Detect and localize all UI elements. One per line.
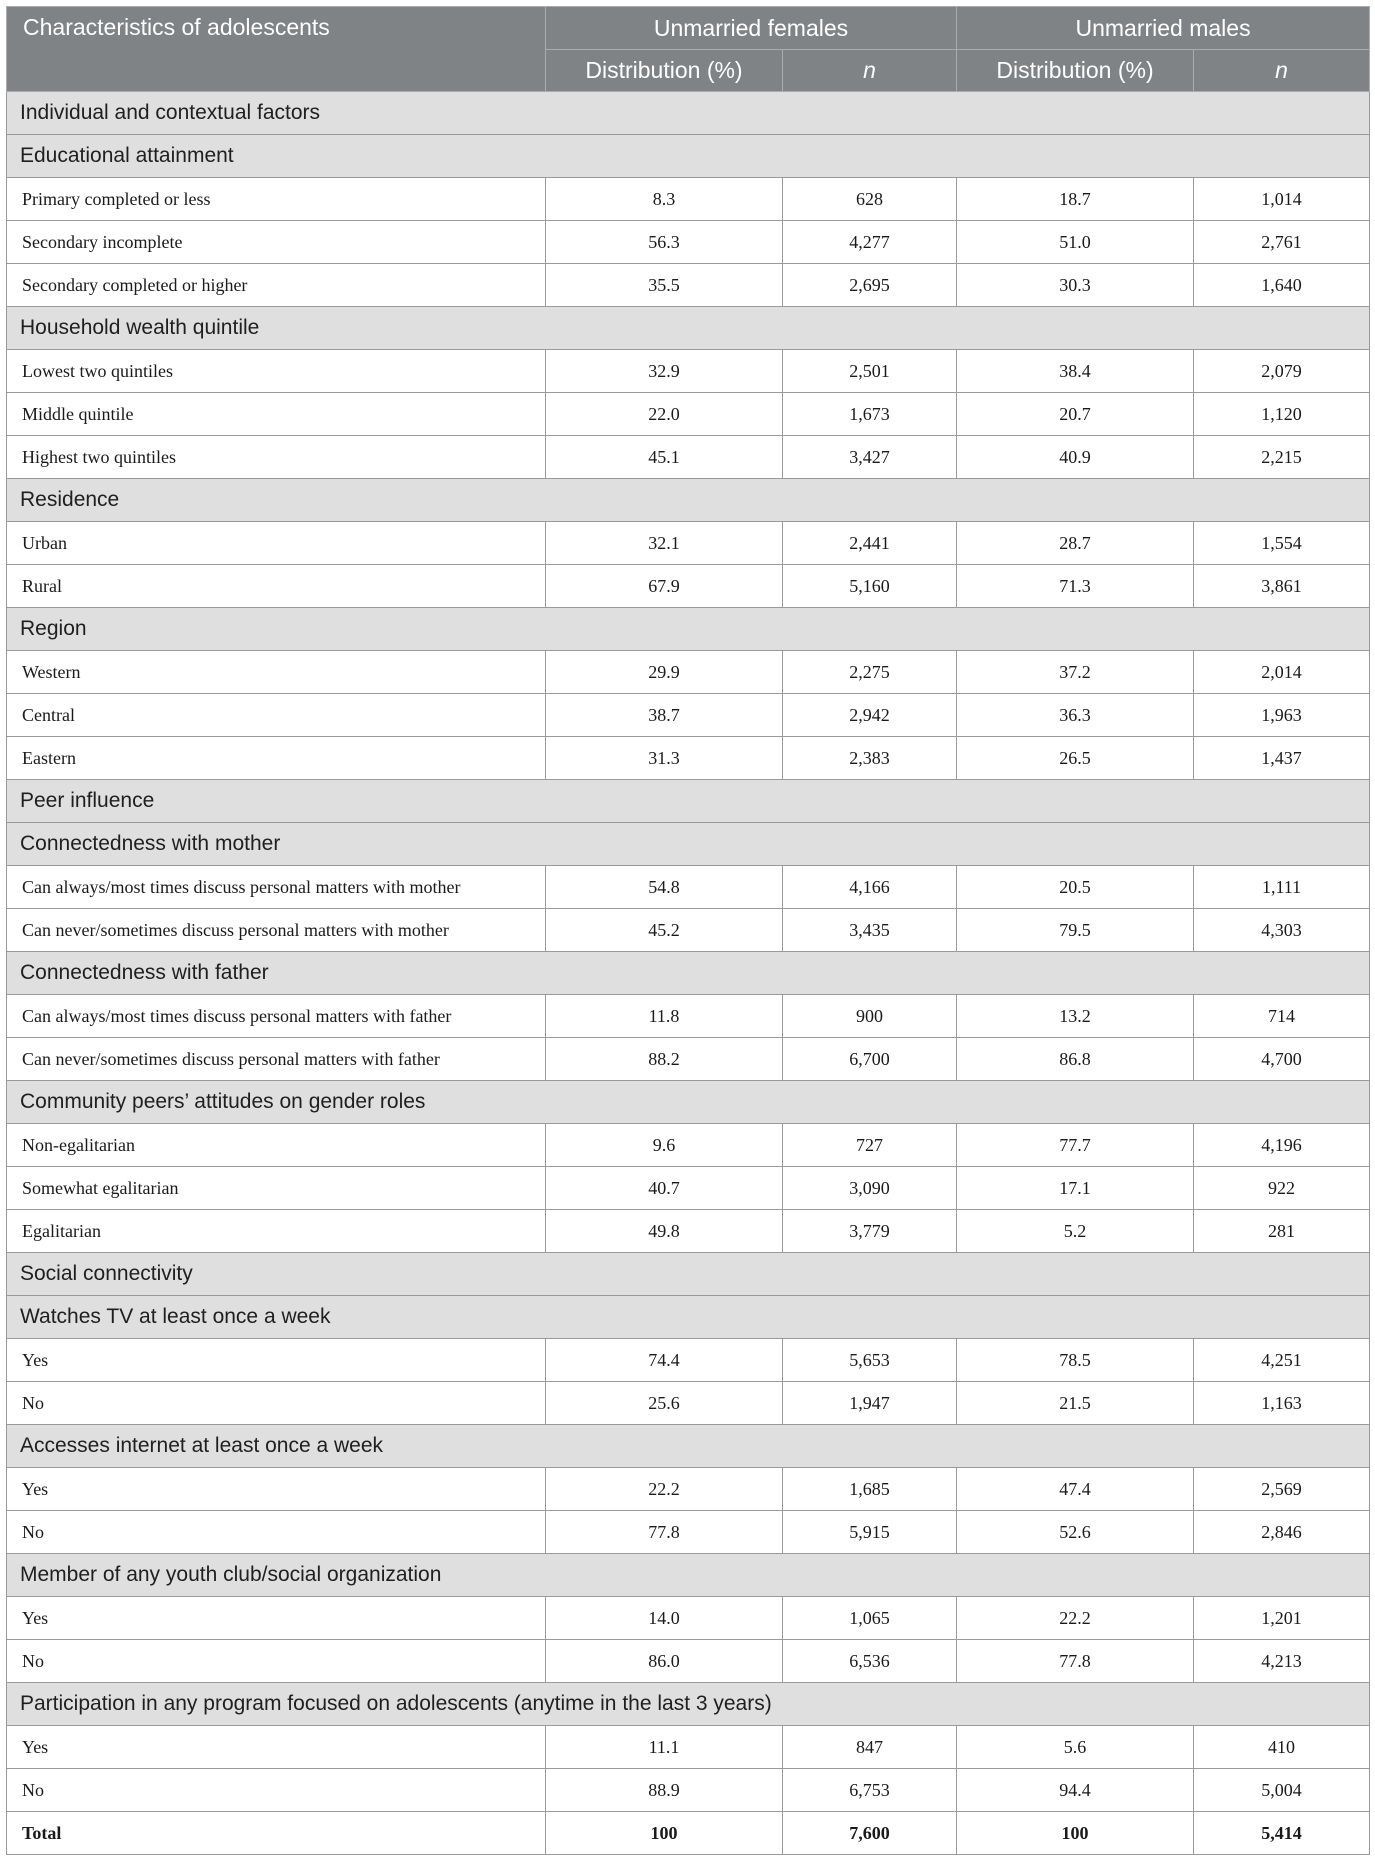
male-distribution-cell: 38.4: [957, 350, 1194, 393]
male-n-cell: 2,215: [1194, 436, 1370, 479]
female-distribution-cell: 35.5: [546, 264, 783, 307]
male-distribution-cell: 79.5: [957, 909, 1194, 952]
subsection-title: Educational attainment: [7, 135, 1370, 178]
female-distribution-cell: 88.2: [546, 1038, 783, 1081]
male-n-cell: 1,554: [1194, 522, 1370, 565]
subsection-header-row: [7, 479, 1370, 522]
male-n-cell: 4,700: [1194, 1038, 1370, 1081]
table-row: [7, 1167, 1370, 1210]
subsection-title: Member of any youth club/social organization: [7, 1554, 1370, 1597]
male-n-cell: 1,640: [1194, 264, 1370, 307]
section-header-row: [7, 780, 1370, 823]
male-distribution-cell: 26.5: [957, 737, 1194, 780]
female-distribution-cell: 45.2: [546, 909, 783, 952]
female-n-cell: 2,441: [783, 522, 957, 565]
female-distribution-cell: 77.8: [546, 1511, 783, 1554]
male-distribution-cell: 77.8: [957, 1640, 1194, 1683]
subsection-header-row: [7, 952, 1370, 995]
table-body: [7, 92, 1370, 1812]
table-row: [7, 909, 1370, 952]
table-row: [7, 1339, 1370, 1382]
characteristics-table: [6, 6, 1370, 1855]
female-n-cell: 900: [783, 995, 957, 1038]
female-distribution-cell: 31.3: [546, 737, 783, 780]
table-row: [7, 1769, 1370, 1812]
row-label: Yes: [7, 1597, 546, 1640]
male-n-cell: 4,303: [1194, 909, 1370, 952]
female-n-cell: 2,501: [783, 350, 957, 393]
total-row: [7, 1812, 1370, 1855]
table-row: [7, 350, 1370, 393]
subsection-header-row: [7, 823, 1370, 866]
section-header-row: [7, 1253, 1370, 1296]
male-n-cell: 2,079: [1194, 350, 1370, 393]
subsection-title: Connectedness with mother: [7, 823, 1370, 866]
female-distribution-cell: 22.0: [546, 393, 783, 436]
male-n-cell: 281: [1194, 1210, 1370, 1253]
row-label: Egalitarian: [7, 1210, 546, 1253]
male-distribution-cell: 52.6: [957, 1511, 1194, 1554]
table-row: [7, 436, 1370, 479]
male-distribution-cell: 86.8: [957, 1038, 1194, 1081]
row-label: No: [7, 1640, 546, 1683]
table-row: [7, 694, 1370, 737]
table-row: [7, 1382, 1370, 1425]
male-n-cell: 4,251: [1194, 1339, 1370, 1382]
female-n-cell: 1,685: [783, 1468, 957, 1511]
subsection-title: Connectedness with father: [7, 952, 1370, 995]
subsection-title: Participation in any program focused on adolescents (anytime in the last 3 years): [7, 1683, 1370, 1726]
male-distribution-cell: 5.2: [957, 1210, 1194, 1253]
table-row: [7, 522, 1370, 565]
male-distribution-cell: 71.3: [957, 565, 1194, 608]
female-n-cell: 1,673: [783, 393, 957, 436]
section-title: Social connectivity: [7, 1253, 1370, 1296]
female-distribution-cell: 86.0: [546, 1640, 783, 1683]
female-distribution-cell: 29.9: [546, 651, 783, 694]
subsection-header-row: [7, 1683, 1370, 1726]
section-title: Peer influence: [7, 780, 1370, 823]
table-row: [7, 1640, 1370, 1683]
subsection-title: Residence: [7, 479, 1370, 522]
row-label: No: [7, 1769, 546, 1812]
table-row: [7, 221, 1370, 264]
female-n-cell: 2,383: [783, 737, 957, 780]
female-n-cell: 3,779: [783, 1210, 957, 1253]
female-n-cell: 2,942: [783, 694, 957, 737]
male-distribution-cell: 94.4: [957, 1769, 1194, 1812]
total-female-pct: 100: [546, 1812, 783, 1855]
section-header-row: [7, 92, 1370, 135]
male-distribution-cell: 30.3: [957, 264, 1194, 307]
table-row: [7, 651, 1370, 694]
header-female-n: n: [783, 50, 957, 92]
subsection-title: Region: [7, 608, 1370, 651]
male-n-cell: 4,213: [1194, 1640, 1370, 1683]
female-n-cell: 6,753: [783, 1769, 957, 1812]
male-distribution-cell: 22.2: [957, 1597, 1194, 1640]
subsection-header-row: [7, 135, 1370, 178]
female-n-cell: 3,090: [783, 1167, 957, 1210]
female-distribution-cell: 25.6: [546, 1382, 783, 1425]
table-row: [7, 565, 1370, 608]
row-label: No: [7, 1511, 546, 1554]
male-n-cell: 1,437: [1194, 737, 1370, 780]
row-label: Middle quintile: [7, 393, 546, 436]
female-distribution-cell: 32.1: [546, 522, 783, 565]
subsection-title: Community peers’ attitudes on gender roles: [7, 1081, 1370, 1124]
subsection-header-row: [7, 1425, 1370, 1468]
female-n-cell: 6,536: [783, 1640, 957, 1683]
table-row: [7, 178, 1370, 221]
table-row: [7, 264, 1370, 307]
row-label: Eastern: [7, 737, 546, 780]
female-n-cell: 2,275: [783, 651, 957, 694]
female-n-cell: 1,065: [783, 1597, 957, 1640]
row-label: Non-egalitarian: [7, 1124, 546, 1167]
total-male-pct: 100: [957, 1812, 1194, 1855]
female-distribution-cell: 14.0: [546, 1597, 783, 1640]
table-row: [7, 1511, 1370, 1554]
table-row: [7, 1210, 1370, 1253]
subsection-title: Accesses internet at least once a week: [7, 1425, 1370, 1468]
female-n-cell: 4,277: [783, 221, 957, 264]
row-label: Can never/sometimes discuss personal matters with mother: [7, 909, 546, 952]
female-n-cell: 5,915: [783, 1511, 957, 1554]
female-distribution-cell: 49.8: [546, 1210, 783, 1253]
female-distribution-cell: 11.8: [546, 995, 783, 1038]
male-distribution-cell: 40.9: [957, 436, 1194, 479]
row-label: Primary completed or less: [7, 178, 546, 221]
female-n-cell: 727: [783, 1124, 957, 1167]
subsection-title: Watches TV at least once a week: [7, 1296, 1370, 1339]
table-row: [7, 393, 1370, 436]
row-label: Yes: [7, 1726, 546, 1769]
row-label: Highest two quintiles: [7, 436, 546, 479]
male-distribution-cell: 77.7: [957, 1124, 1194, 1167]
male-distribution-cell: 28.7: [957, 522, 1194, 565]
male-n-cell: 1,201: [1194, 1597, 1370, 1640]
male-n-cell: 1,120: [1194, 393, 1370, 436]
female-distribution-cell: 22.2: [546, 1468, 783, 1511]
male-n-cell: 714: [1194, 995, 1370, 1038]
row-label: Urban: [7, 522, 546, 565]
total-label: Total: [7, 1812, 546, 1855]
male-distribution-cell: 37.2: [957, 651, 1194, 694]
female-distribution-cell: 45.1: [546, 436, 783, 479]
subsection-header-row: [7, 307, 1370, 350]
female-distribution-cell: 9.6: [546, 1124, 783, 1167]
row-label: Rural: [7, 565, 546, 608]
female-n-cell: 5,653: [783, 1339, 957, 1382]
table-row: [7, 1038, 1370, 1081]
header-male-distribution: Distribution (%): [957, 50, 1194, 92]
male-distribution-cell: 20.5: [957, 866, 1194, 909]
table-header: [7, 7, 1370, 92]
table-row: [7, 1468, 1370, 1511]
female-distribution-cell: 56.3: [546, 221, 783, 264]
female-distribution-cell: 74.4: [546, 1339, 783, 1382]
male-n-cell: 2,846: [1194, 1511, 1370, 1554]
female-distribution-cell: 40.7: [546, 1167, 783, 1210]
female-n-cell: 3,435: [783, 909, 957, 952]
female-n-cell: 5,160: [783, 565, 957, 608]
row-label: Western: [7, 651, 546, 694]
row-label: Central: [7, 694, 546, 737]
female-distribution-cell: 32.9: [546, 350, 783, 393]
subsection-header-row: [7, 1296, 1370, 1339]
male-distribution-cell: 20.7: [957, 393, 1194, 436]
male-distribution-cell: 18.7: [957, 178, 1194, 221]
female-distribution-cell: 11.1: [546, 1726, 783, 1769]
header-characteristics: Characteristics of adolescents: [7, 7, 546, 92]
female-n-cell: 2,695: [783, 264, 957, 307]
table-row: [7, 1597, 1370, 1640]
male-distribution-cell: 13.2: [957, 995, 1194, 1038]
male-distribution-cell: 78.5: [957, 1339, 1194, 1382]
header-female-distribution: Distribution (%): [546, 50, 783, 92]
male-n-cell: 2,569: [1194, 1468, 1370, 1511]
male-n-cell: 410: [1194, 1726, 1370, 1769]
female-n-cell: 847: [783, 1726, 957, 1769]
female-distribution-cell: 8.3: [546, 178, 783, 221]
female-distribution-cell: 88.9: [546, 1769, 783, 1812]
section-title: Individual and contextual factors: [7, 92, 1370, 135]
male-distribution-cell: 21.5: [957, 1382, 1194, 1425]
total-male-n: 5,414: [1194, 1812, 1370, 1855]
male-n-cell: 2,761: [1194, 221, 1370, 264]
male-n-cell: 922: [1194, 1167, 1370, 1210]
male-distribution-cell: 51.0: [957, 221, 1194, 264]
row-label: Yes: [7, 1468, 546, 1511]
row-label: Secondary completed or higher: [7, 264, 546, 307]
header-male-n: n: [1194, 50, 1370, 92]
table-row: [7, 995, 1370, 1038]
total-female-n: 7,600: [783, 1812, 957, 1855]
subsection-header-row: [7, 1554, 1370, 1597]
table-row: [7, 866, 1370, 909]
subsection-header-row: [7, 608, 1370, 651]
row-label: Can always/most times discuss personal matters with mother: [7, 866, 546, 909]
male-n-cell: 4,196: [1194, 1124, 1370, 1167]
male-n-cell: 3,861: [1194, 565, 1370, 608]
header-unmarried-females: Unmarried females: [546, 7, 957, 50]
table-row: [7, 1124, 1370, 1167]
table-row: [7, 737, 1370, 780]
row-label: Somewhat egalitarian: [7, 1167, 546, 1210]
male-n-cell: 5,004: [1194, 1769, 1370, 1812]
female-n-cell: 3,427: [783, 436, 957, 479]
male-n-cell: 2,014: [1194, 651, 1370, 694]
male-distribution-cell: 5.6: [957, 1726, 1194, 1769]
row-label: Can never/sometimes discuss personal matters with father: [7, 1038, 546, 1081]
male-distribution-cell: 17.1: [957, 1167, 1194, 1210]
table-row: [7, 1726, 1370, 1769]
female-n-cell: 4,166: [783, 866, 957, 909]
female-distribution-cell: 54.8: [546, 866, 783, 909]
male-distribution-cell: 47.4: [957, 1468, 1194, 1511]
male-n-cell: 1,163: [1194, 1382, 1370, 1425]
male-n-cell: 1,014: [1194, 178, 1370, 221]
subsection-header-row: [7, 1081, 1370, 1124]
female-distribution-cell: 67.9: [546, 565, 783, 608]
female-distribution-cell: 38.7: [546, 694, 783, 737]
female-n-cell: 1,947: [783, 1382, 957, 1425]
subsection-title: Household wealth quintile: [7, 307, 1370, 350]
female-n-cell: 628: [783, 178, 957, 221]
row-label: Yes: [7, 1339, 546, 1382]
male-n-cell: 1,111: [1194, 866, 1370, 909]
row-label: Secondary incomplete: [7, 221, 546, 264]
row-label: Lowest two quintiles: [7, 350, 546, 393]
row-label: No: [7, 1382, 546, 1425]
row-label: Can always/most times discuss personal matters with father: [7, 995, 546, 1038]
male-n-cell: 1,963: [1194, 694, 1370, 737]
female-n-cell: 6,700: [783, 1038, 957, 1081]
header-unmarried-males: Unmarried males: [957, 7, 1370, 50]
male-distribution-cell: 36.3: [957, 694, 1194, 737]
